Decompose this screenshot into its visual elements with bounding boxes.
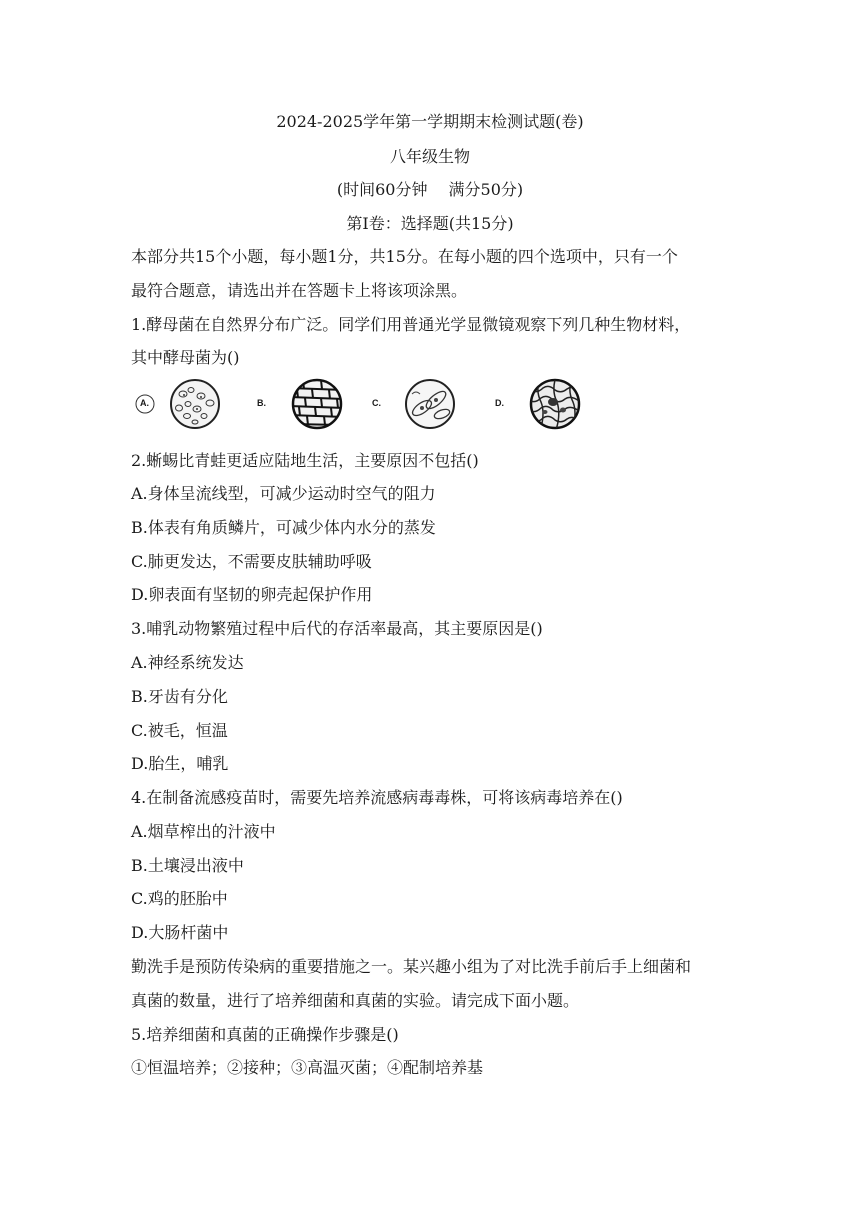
q2-option-a: A.身体呈流线型，可减少运动时空气的阻力 (131, 484, 436, 503)
q5-steps: ①恒温培养；②接种；③高温灭菌；④配制培养基 (131, 1058, 484, 1077)
q1-figure-option-d (491, 376, 611, 432)
q2-option-c: C.肺更发达，不需要皮肤辅助呼吸 (131, 552, 372, 571)
q1-figure-label-b: B. (257, 398, 266, 408)
q4-stem: 4.在制备流感疫苗时，需要先培养流感病毒毒株，可将该病毒培养在() (131, 788, 623, 807)
q2-option-d: D.卵表面有坚韧的卵壳起保护作用 (131, 585, 373, 604)
instructions-line-1: 本部分共15个小题，每小题1分，共15分。在每小题的四个选项中，只有一个 (131, 247, 678, 266)
q1-figure-option-a (131, 376, 241, 432)
q3-option-a: A.神经系统发达 (131, 653, 244, 672)
q1-stem-line-1: 1.酵母菌在自然界分布广泛。同学们用普通光学显微镜观察下列几种生物材料， (131, 315, 691, 334)
q1-stem-line-2: 其中酵母菌为() (131, 348, 240, 367)
protist-cells-micrograph (390, 376, 470, 432)
q3-option-c: C.被毛，恒温 (131, 721, 228, 740)
q4-option-c: C.鸡的胚胎中 (131, 889, 228, 908)
instructions-line-2: 最符合题意，请选出并在答题卡上将该项涂黑。 (131, 281, 468, 300)
passage-line-2: 真菌的数量，进行了培养细菌和真菌的实验。请完成下面小题。 (131, 991, 580, 1010)
q1-figure-option-b (257, 376, 372, 432)
q2-option-b: B.体表有角质鳞片，可减少体内水分的蒸发 (131, 518, 436, 537)
q4-option-b: B.土壤浸出液中 (131, 856, 244, 875)
animal-cells-micrograph (515, 376, 595, 432)
q5-stem: 5.培养细菌和真菌的正确操作步骤是() (131, 1025, 399, 1044)
q1-figure-label-d: D. (495, 398, 504, 408)
q3-option-b: B.牙齿有分化 (131, 687, 228, 706)
section-heading: 第Ⅰ卷：选择题(共15分) (346, 214, 514, 233)
q1-figure-option-c (372, 376, 487, 432)
passage-line-1: 勤洗手是预防传染病的重要措施之一。某兴趣小组为了对比洗手前后手上细菌和 (131, 957, 692, 976)
q3-option-d: D.胎生，哺乳 (131, 754, 229, 773)
q1-figure-label-c: C. (372, 398, 381, 408)
exam-title: 2024-2025学年第一学期期末检测试题(卷) (276, 112, 584, 131)
q4-option-d: D.大肠杆菌中 (131, 923, 229, 942)
exam-time-info: (时间60分钟 满分50分) (336, 180, 524, 199)
q1-figure (131, 376, 611, 432)
q1-figure-label-a: A. (140, 398, 149, 408)
q4-option-a: A.烟草榨出的汁液中 (131, 822, 276, 841)
q2-stem: 2.蜥蜴比青蛙更适应陆地生活，主要原因不包括() (131, 451, 479, 470)
exam-subject: 八年级生物 (389, 147, 470, 166)
plant-epidermis-micrograph (277, 376, 357, 432)
q3-stem: 3.哺乳动物繁殖过程中后代的存活率最高，其主要原因是() (131, 619, 543, 638)
